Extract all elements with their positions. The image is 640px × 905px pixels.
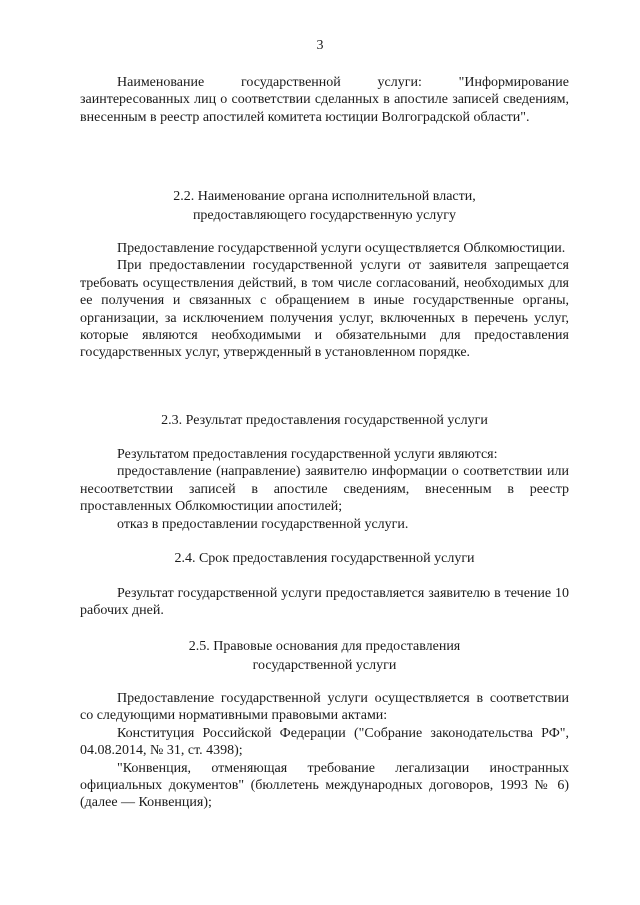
- section-heading-line: 2.3. Результат предоставления государственной услуги: [161, 413, 488, 428]
- section-heading-line: государственной услуги: [252, 658, 397, 673]
- paragraph: При предоставлении государственной услуги от заявителя запрещается требовать осуществления действий, в том числе согласований, необходимых для ее получения и связанных с обращением в иные государственные органы, организации, за исключением получения услуг, включенных в перечень услуг, которые являются необходимыми и обязательными для предоставления государственных услуг, утвержденный в установленном порядке.: [80, 258, 569, 361]
- page-number: 3: [316, 38, 324, 53]
- section-2-5-body: [80, 690, 569, 812]
- paragraph: Предоставление государственной услуги осуществляется в соответствии со следующими нормативными правовыми актами:: [80, 691, 569, 724]
- section-2-2-body: [80, 240, 569, 362]
- section-2-3-heading: [80, 411, 569, 430]
- section-heading-line: 2.4. Срок предоставления государственной услуги: [174, 551, 475, 566]
- paragraph: предоставление (направление) заявителю информации о соответствии или несоответствии записей в апостиле сведениям, внесенным в реестр проставленных Облкомюстиции апостилей;: [80, 464, 569, 515]
- service-name-block: [80, 74, 569, 126]
- section-heading-line: предоставляющего государственную услугу: [192, 208, 457, 223]
- section-2-2-heading: [80, 187, 569, 225]
- paragraph: Результат государственной услуги предоставляется заявителю в течение 10 рабочих дней.: [80, 586, 569, 619]
- paragraph: "Конвенция, отменяющая требование легализации иностранных официальных документов" (бюллетень международных договоров, 1993 № 6) (далее — Конвенция);: [80, 760, 569, 811]
- section-2-5-heading: [80, 637, 569, 675]
- paragraph: Предоставление государственной услуги осуществляется Облкомюстиции.: [117, 241, 566, 256]
- section-2-3-body: [80, 446, 569, 533]
- paragraph: Конституция Российской Федерации ("Собрание законодательства РФ", 04.08.2014, № 31, ст. 4398);: [80, 725, 569, 759]
- paragraph: Результатом предоставления государственной услуги являются:: [117, 447, 498, 462]
- section-2-4-body: [80, 585, 569, 620]
- section-2-4-heading: [80, 549, 569, 568]
- service-name-paragraph: Наименование государственной услуги: "Информирование заинтересованных лиц о соответствии сделанных в апостиле записей сведениям, внесенным в реестр апостилей комитета юстиции Волгоградской области".: [80, 75, 569, 125]
- paragraph: отказ в предоставлении государственной услуги.: [117, 516, 409, 532]
- section-heading-line: 2.2. Наименование органа исполнительной власти,: [173, 189, 476, 204]
- section-heading-line: 2.5. Правовые основания для предоставления: [188, 639, 461, 654]
